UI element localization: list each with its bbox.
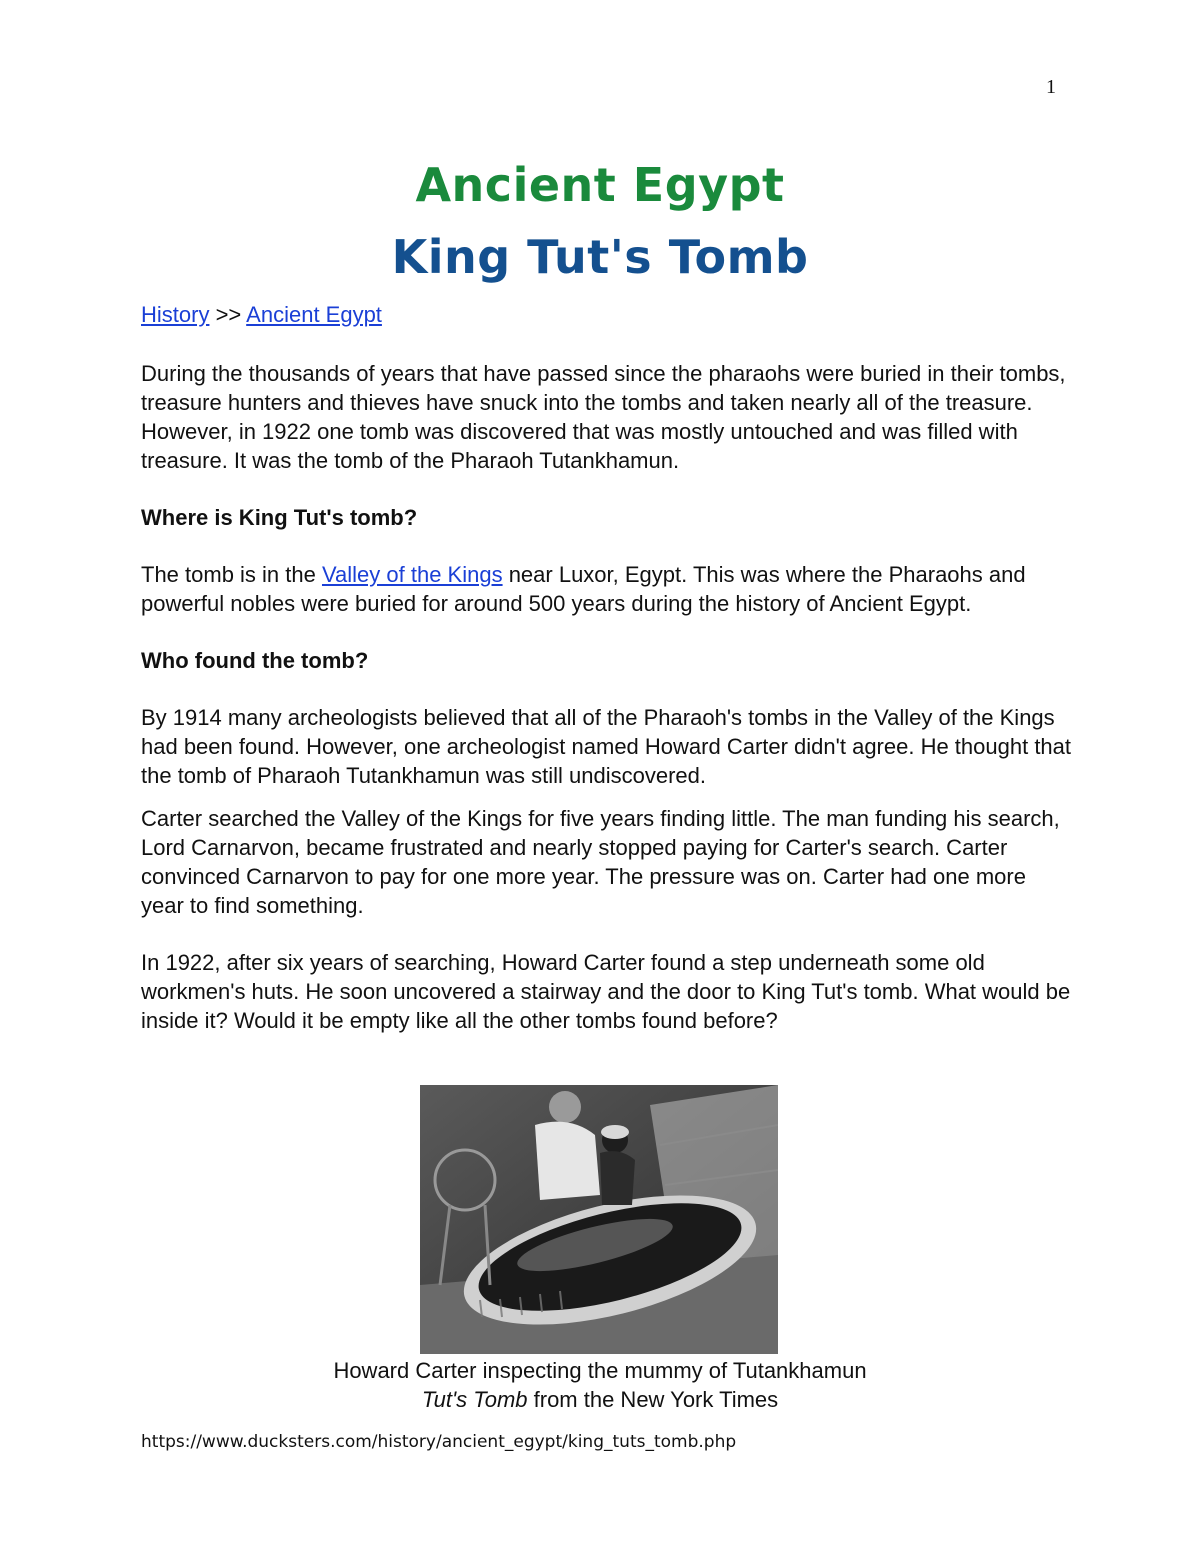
breadcrumb xyxy=(141,300,1071,329)
photo-illustration xyxy=(420,1085,778,1354)
caption-source-title: Tut's Tomb xyxy=(421,1387,528,1412)
breadcrumb-link-ancient-egypt[interactable]: Ancient Egypt xyxy=(246,302,382,327)
section-heading-who: Who found the tomb? xyxy=(141,648,369,673)
breadcrumb-separator: >> xyxy=(209,302,247,327)
caption-line-2 xyxy=(0,1385,1200,1414)
figure-caption xyxy=(0,1356,1200,1414)
where-paragraph xyxy=(141,560,1071,618)
where-text-before: The tomb is in the xyxy=(141,562,322,587)
intro-paragraph: During the thousands of years that have passed since the pharaohs were buried in their tombs, treasure hunters and thieves have snuck into the tombs and taken nearly all of the treasure. However, in 1922 one tomb was discovered that was mostly untouched and was filled with treasure. It was the tomb of the Pharaoh Tutankhamun. xyxy=(141,361,1066,473)
where-text-after: near Luxor, Egypt. This was where the Pharaohs and powerful nobles were buried for around 500 years during the history of Ancient Egypt. xyxy=(141,562,1026,616)
page-title: Ancient Egypt xyxy=(415,158,785,212)
page-subtitle: King Tut's Tomb xyxy=(391,230,809,284)
who-paragraph-3: In 1922, after six years of searching, Howard Carter found a step underneath some old workmen's huts. He soon uncovered a stairway and the door to King Tut's tomb. What would be inside it? Would it be empty like all the other tombs found before? xyxy=(141,950,1071,1033)
breadcrumb-link-history[interactable]: History xyxy=(141,302,210,327)
valley-of-the-kings-link[interactable]: Valley of the Kings xyxy=(321,562,503,587)
source-url: https://www.ducksters.com/history/ancient_egypt/king_tuts_tomb.php xyxy=(141,1432,737,1452)
article-body xyxy=(141,300,1071,1063)
page-number: 1 xyxy=(1046,76,1056,98)
caption-source-rest: from the New York Times xyxy=(527,1387,779,1412)
who-paragraph-1: By 1914 many archeologists believed that all of the Pharaoh's tombs in the Valley of the Kings had been found. However, one archeologist named Howard Carter didn't agree. He thought that the tomb of Pharaoh Tutankhamun was still undiscovered. xyxy=(141,705,1072,788)
caption-line-1: Howard Carter inspecting the mummy of Tutankhamun xyxy=(333,1358,867,1383)
section-heading-where: Where is King Tut's tomb? xyxy=(141,505,418,530)
carter-mummy-photo xyxy=(420,1085,778,1354)
who-paragraph-2: Carter searched the Valley of the Kings for five years finding little. The man funding his search, Lord Carnarvon, became frustrated and nearly stopped paying for Carter's search. Carter convinced Carnarvon to pay for one more year. The pressure was on. Carter had one more year to find something. xyxy=(141,806,1060,918)
